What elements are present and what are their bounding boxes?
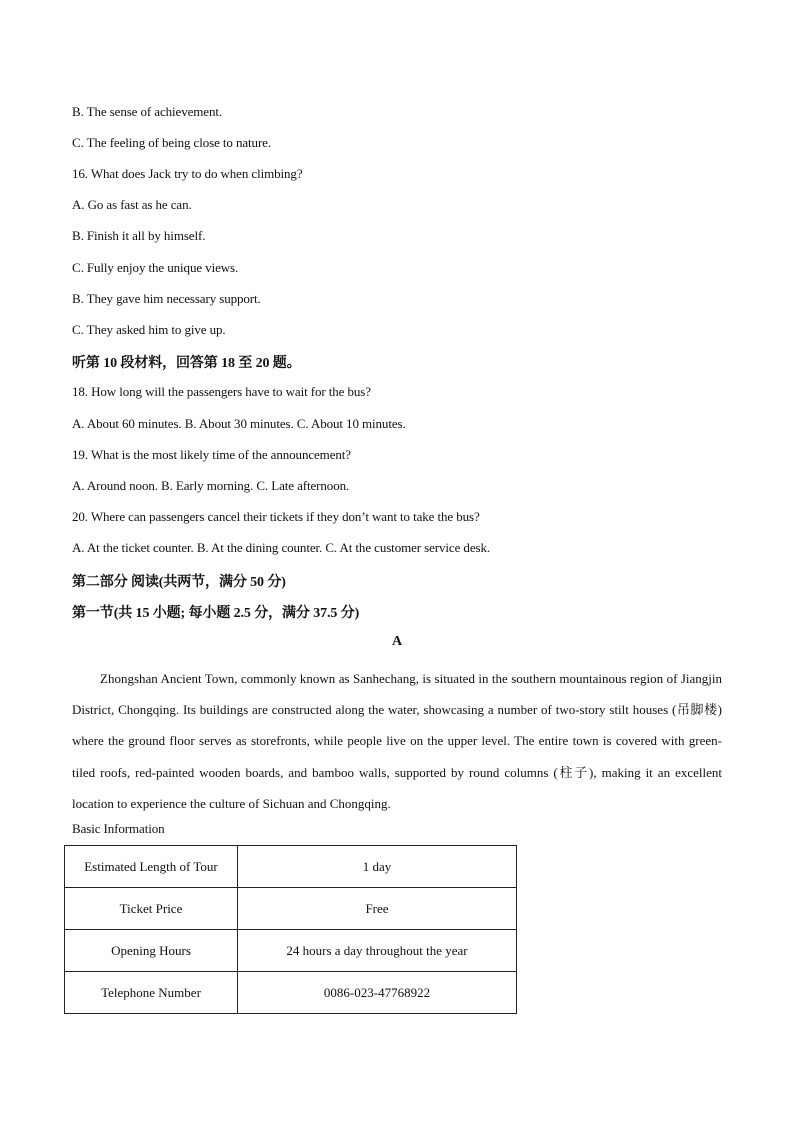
question-19: 19. What is the most likely time of the announcement? bbox=[72, 447, 351, 462]
table-row bbox=[65, 888, 517, 930]
question-16: 16. What does Jack try to do when climbing? bbox=[72, 166, 303, 181]
option-c-nature: C. The feeling of being close to nature. bbox=[72, 135, 272, 150]
section1-heading: 第一节(共 15 小题; 每小题 2.5 分，满分 37.5 分) bbox=[72, 606, 360, 621]
table-cell-label: Opening Hours bbox=[65, 930, 238, 972]
basic-info-label: Basic Information bbox=[72, 821, 165, 836]
option-c-17: C. They asked him to give up. bbox=[72, 322, 226, 337]
section-heading-10: 听第 10 段材料，回答第 18 至 20 题。 bbox=[72, 356, 301, 371]
table-row bbox=[65, 846, 517, 888]
table-cell-label: Telephone Number bbox=[65, 972, 238, 1014]
passage-label: A bbox=[391, 634, 403, 649]
part2-heading: 第二部分 阅读(共两节，满分 50 分) bbox=[72, 575, 286, 590]
basic-info-table bbox=[64, 845, 517, 1014]
table-row bbox=[65, 930, 517, 972]
table-row bbox=[65, 972, 517, 1014]
question-19-options: A. Around noon. B. Early morning. C. Late afternoon. bbox=[72, 478, 350, 493]
passage-paragraph: Zhongshan Ancient Town, commonly known as Sanhechang, is situated in the southern mountainous region of Jiangjin District, Chongqing. Its buildings are constructed along the water, showcasing a number of two-story stilt houses (吊脚楼) where the ground floor serves as storefronts, while people live on the upper level. The entire town is covered with green-tiled roofs, red-painted wooden boards, and bamboo walls, supported by round columns (柱子), making it an excellent location to experience the culture of Sichuan and Chongqing. bbox=[72, 671, 722, 811]
table-cell-value: 24 hours a day throughout the year bbox=[238, 930, 517, 972]
option-b-achievement: B. The sense of achievement. bbox=[72, 104, 223, 119]
option-b-16: B. Finish it all by himself. bbox=[72, 228, 206, 243]
option-b-17: B. They gave him necessary support. bbox=[72, 291, 261, 306]
table-cell-label: Ticket Price bbox=[65, 888, 238, 930]
option-a-16: A. Go as fast as he can. bbox=[72, 197, 192, 212]
question-18: 18. How long will the passengers have to wait for the bus? bbox=[72, 384, 371, 399]
question-20: 20. Where can passengers cancel their tickets if they don’t want to take the bus? bbox=[72, 509, 480, 524]
table-cell-label: Estimated Length of Tour bbox=[65, 846, 238, 888]
question-18-options: A. About 60 minutes. B. About 30 minutes. C. About 10 minutes. bbox=[72, 416, 406, 431]
table-cell-value: Free bbox=[238, 888, 517, 930]
table-cell-value: 1 day bbox=[238, 846, 517, 888]
option-c-16: C. Fully enjoy the unique views. bbox=[72, 260, 239, 275]
table-cell-value: 0086-023-47768922 bbox=[238, 972, 517, 1014]
question-20-options: A. At the ticket counter. B. At the dining counter. C. At the customer service desk. bbox=[72, 540, 490, 555]
